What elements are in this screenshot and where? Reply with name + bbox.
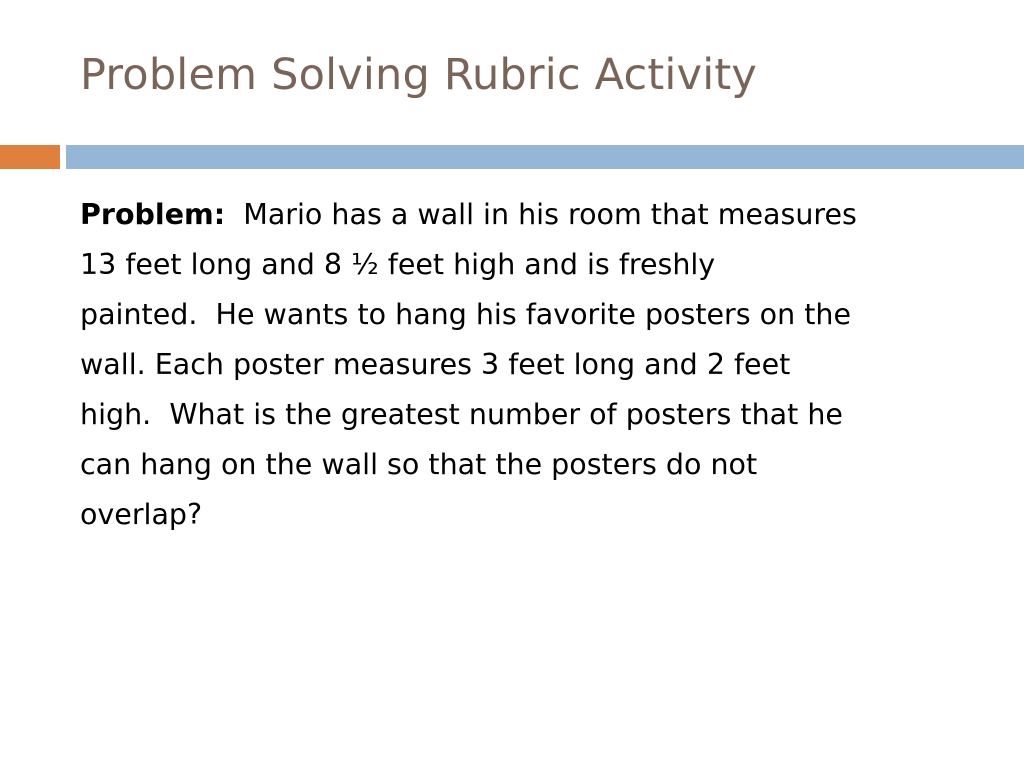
problem-text bbox=[80, 190, 970, 540]
problem-line-4: wall. Each poster measures 3 feet long and 2 feet bbox=[80, 348, 791, 381]
problem-line-7: overlap? bbox=[80, 498, 203, 531]
problem-line-6: can hang on the wall so that the posters do not bbox=[80, 448, 758, 481]
accent-bar-blue bbox=[66, 145, 1024, 169]
problem-line-5: high. What is the greatest number of posters that he bbox=[80, 398, 843, 431]
problem-line-3: painted. He wants to hang his favorite posters on the bbox=[80, 298, 852, 331]
problem-label: Problem: bbox=[80, 198, 226, 231]
problem-line-1-text: Mario has a wall in his room that measures bbox=[225, 198, 857, 231]
problem-line-2: 13 feet long and 8 ½ feet high and is freshly bbox=[80, 248, 716, 281]
problem-line-1 bbox=[80, 190, 970, 240]
accent-bar-orange bbox=[0, 145, 60, 169]
slide-title: Problem Solving Rubric Activity bbox=[80, 50, 758, 100]
